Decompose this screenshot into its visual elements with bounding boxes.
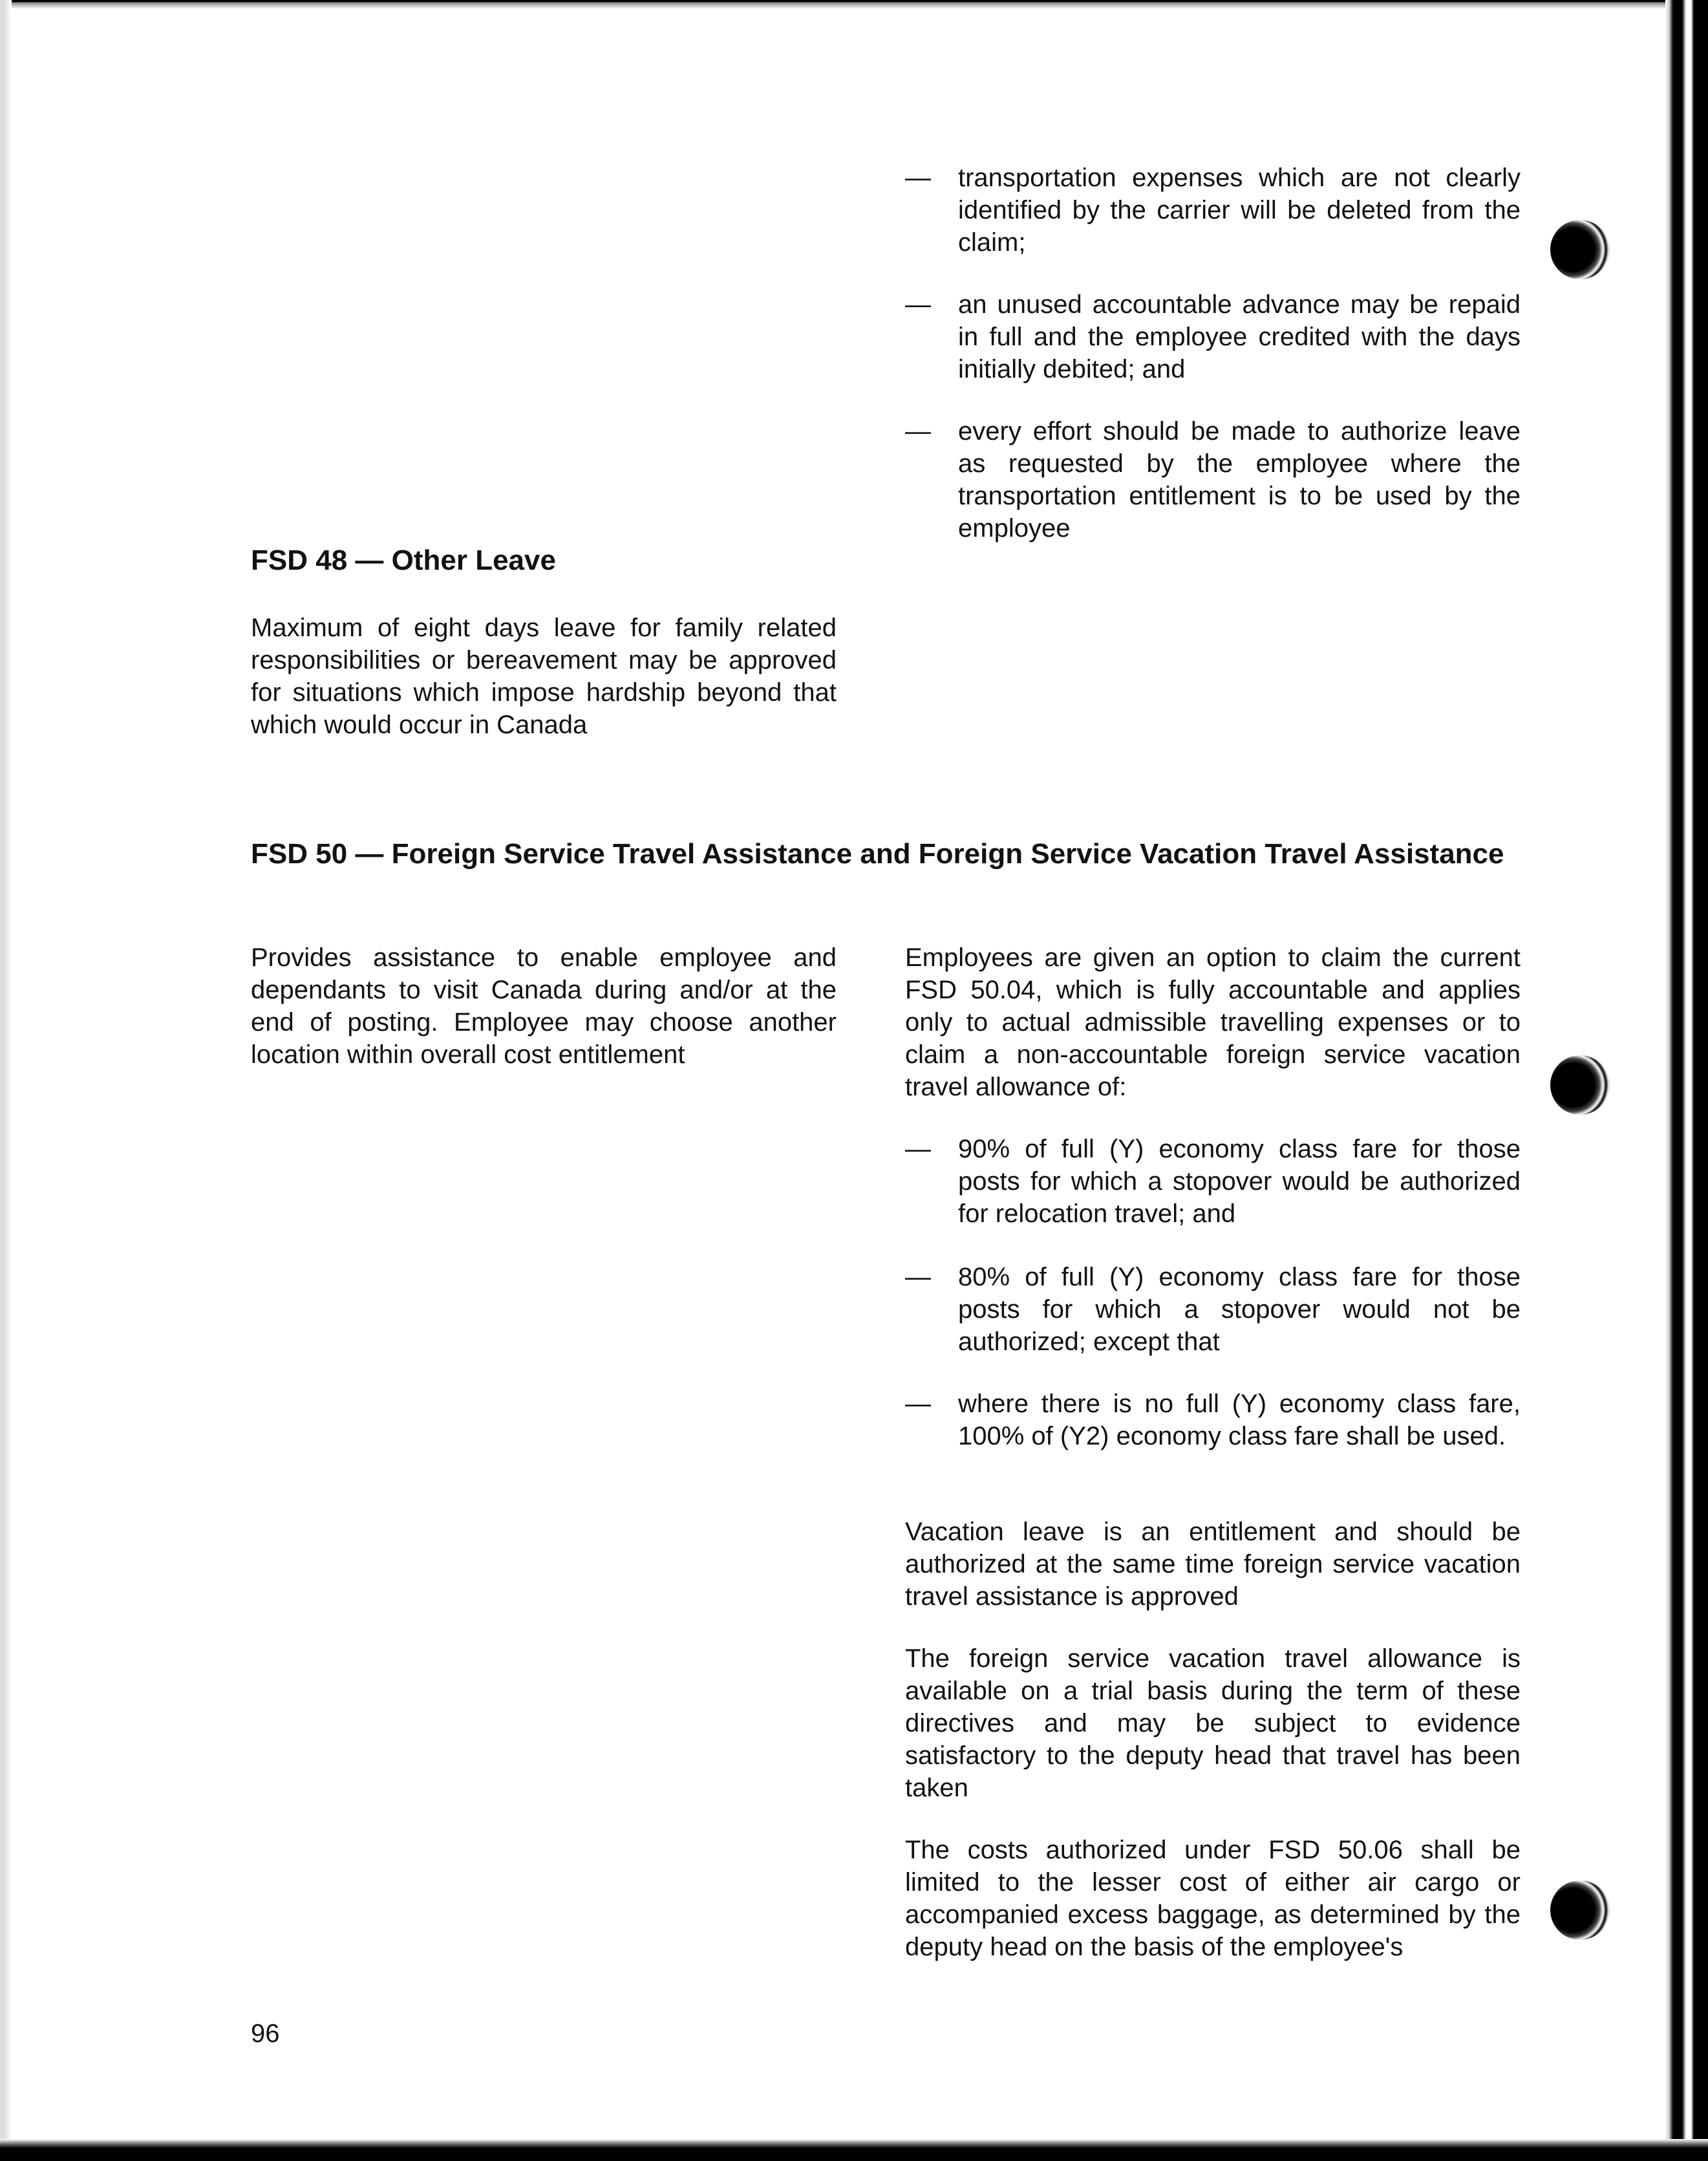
fsd48-heading: FSD 48 — Other Leave — [251, 544, 556, 576]
bullet-item: 80% of full (Y) economy class fare for those posts for which a stopover would not be authorized; except that — [958, 1263, 1521, 1356]
scan-edge-left — [0, 0, 12, 2161]
fsd50-left-body: Provides assistance to enable employee and dependants to visit Canada during and/or at the end of posting. Employee may choose another location within overall cost entitlement — [251, 943, 837, 1069]
bullet-dash: — — [905, 417, 931, 446]
bullet-item: where there is no full (Y) economy class fare, 100% of (Y2) economy class fare shall be used. — [958, 1390, 1521, 1450]
fsd48-body: Maximum of eight days leave for family related responsibilities or bereavement may be approved for situations which impose hardship beyond that which would occur in Canada — [251, 614, 837, 739]
bullet-item: an unused accountable advance may be repaid in full and the employee credited with the days initially debited; and — [958, 290, 1521, 383]
binder-hole-icon — [1550, 1055, 1610, 1115]
fsd50-paragraph: The foreign service vacation travel allowance is available on a trial basis during the term of these directives and may be subject to evidence satisfactory to the deputy head that travel has been taken — [905, 1644, 1521, 1802]
fsd50-paragraph: The costs authorized under FSD 50.06 shall be limited to the lesser cost of either air cargo or accompanied excess baggage, as determined by the deputy head on the basis of the employee's — [905, 1836, 1521, 1961]
bullet-dash: — — [905, 1263, 931, 1291]
bullet-item: transportation expenses which are not clearly identified by the carrier will be deleted from the claim; — [958, 164, 1521, 257]
bullet-dash: — — [905, 290, 931, 319]
scan-edge-bottom — [0, 2139, 1708, 2161]
bullet-dash: — — [905, 1135, 931, 1163]
fsd50-heading: FSD 50 — Foreign Service Travel Assistance and Foreign Service Vacation Travel Assistance — [251, 838, 1504, 870]
binder-hole-icon — [1550, 1880, 1610, 1940]
bullet-item: 90% of full (Y) economy class fare for those posts for which a stopover would be authorized for relocation travel; and — [958, 1135, 1521, 1228]
page-number: 96 — [251, 2019, 280, 2048]
fsd50-right-intro: Employees are given an option to claim the current FSD 50.04, which is fully accountable and applies only to actual admissible travelling expenses or to claim a non-accountable foreign service vacation travel allowance of: — [905, 943, 1521, 1101]
scan-edge-top — [0, 0, 1708, 9]
binder-hole-icon — [1550, 220, 1610, 279]
fsd50-paragraph: Vacation leave is an entitlement and should be authorized at the same time foreign service vacation travel assistance is approved — [905, 1518, 1521, 1611]
bullet-item: every effort should be made to authorize leave as requested by the employee where the transportation entitlement is to be used by the employee — [958, 417, 1521, 543]
bullet-dash: — — [905, 164, 931, 192]
bullet-dash: — — [905, 1390, 931, 1418]
scan-edge-right — [1665, 0, 1708, 2161]
